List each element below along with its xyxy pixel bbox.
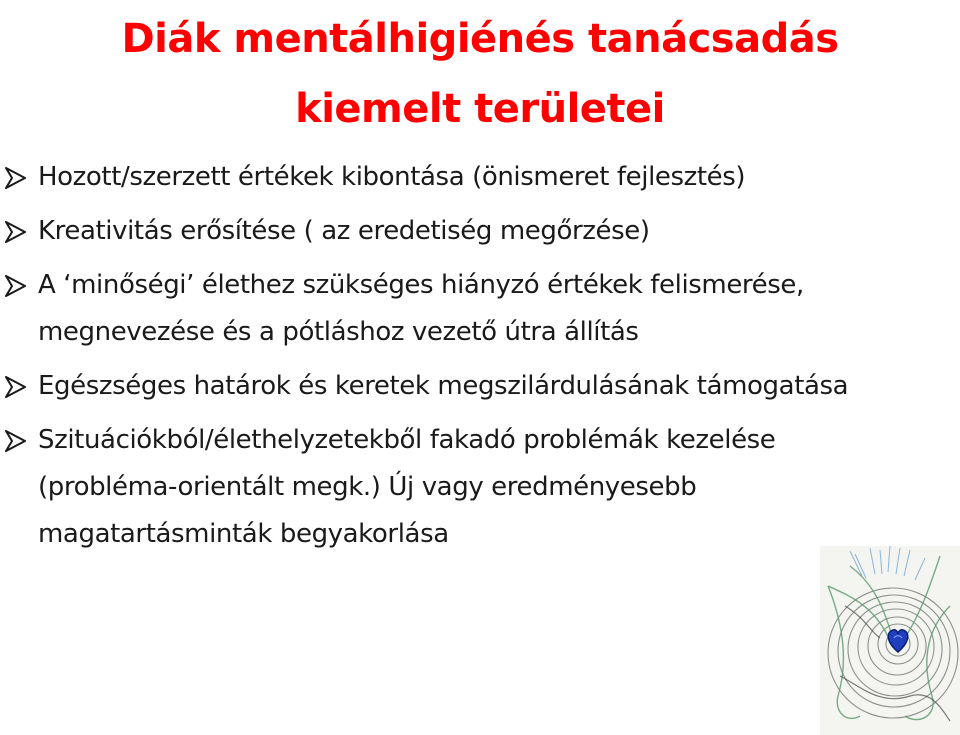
slide-title-line-2: kiemelt területei — [295, 86, 665, 132]
bullet-item-quality-life — [0, 262, 880, 356]
bullet-item-problem-solving — [0, 417, 880, 558]
slide-title — [0, 4, 960, 144]
bullet-text: Hozott/szerzett értékek kibontása (önismeret fejlesztés) — [38, 162, 746, 192]
bullet-item-boundaries — [0, 363, 880, 410]
arrowhead-bullet-icon — [4, 167, 26, 189]
bullet-list — [0, 154, 880, 558]
spiral-heart-drawing-image — [820, 546, 960, 735]
arrowhead-bullet-icon — [4, 221, 26, 243]
arrowhead-bullet-icon — [4, 376, 26, 398]
bullet-text: A ‘minőségi’ élethez szükséges hiányzó értékek felismerése, megnevezése és a pótláshoz vezető útra állítás — [38, 270, 804, 347]
arrowhead-bullet-icon — [4, 430, 26, 452]
bullet-text: Szituációkból/élethelyzetekből fakadó problémák kezelése (probléma-orientált megk.) Új vagy eredményesebb magatartásminták begyakorlása — [38, 425, 776, 549]
slide-title-line-1: Diák mentálhigiénés tanácsadás — [121, 16, 839, 62]
bullet-text: Egészséges határok és keretek megszilárdulásának támogatása — [38, 371, 849, 401]
bullet-text: Kreativitás erősítése ( az eredetiség megőrzése) — [38, 216, 650, 246]
arrowhead-bullet-icon — [4, 275, 26, 297]
bullet-item-creativity — [0, 208, 880, 255]
bullet-item-values — [0, 154, 880, 201]
